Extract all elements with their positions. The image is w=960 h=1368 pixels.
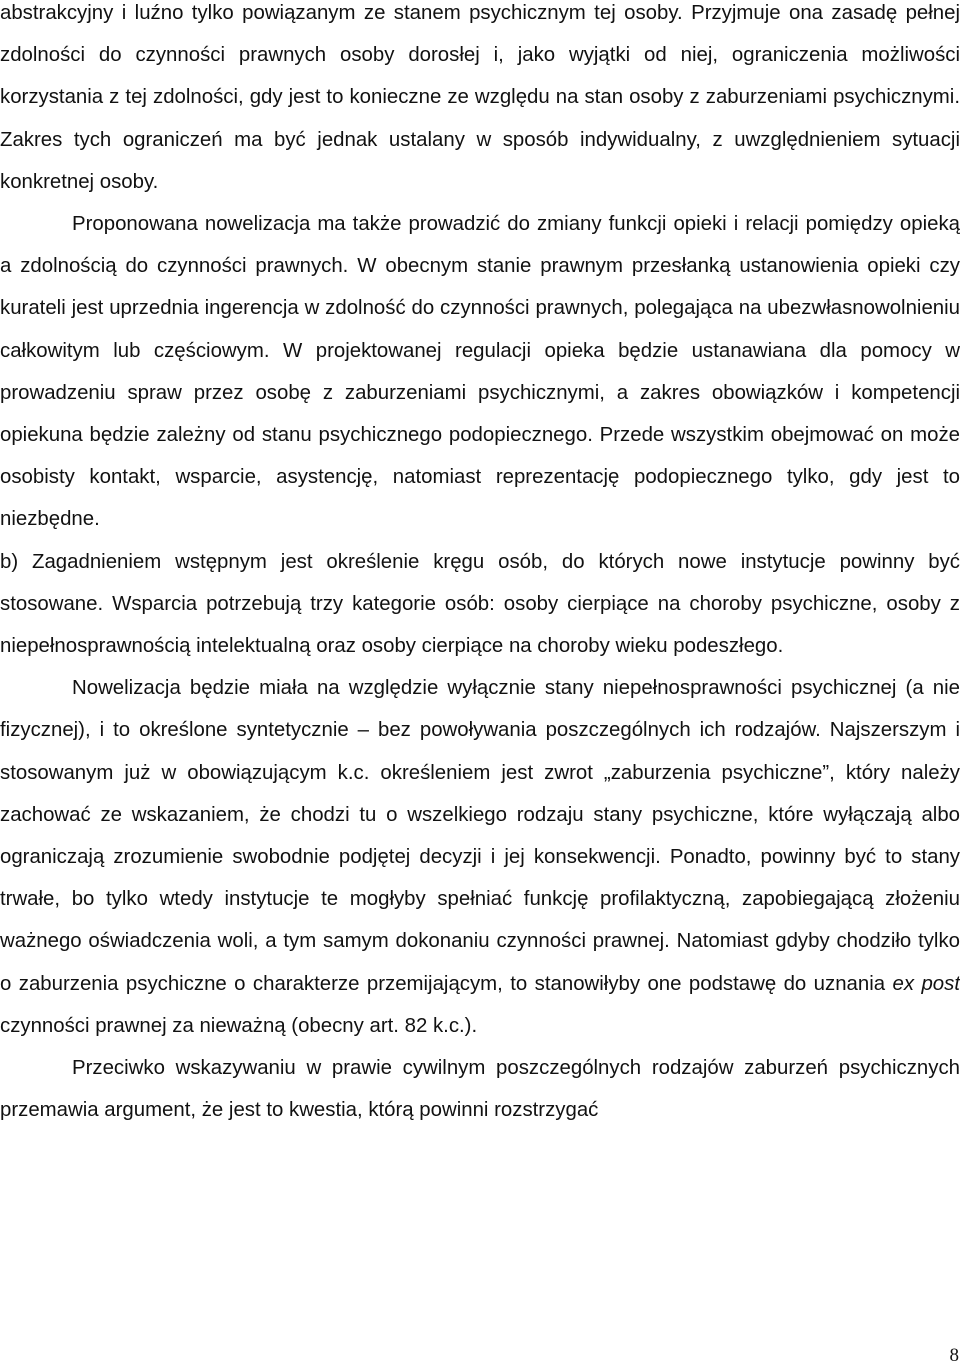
text-run: Przeciwko wskazywaniu w prawie cywilnym poszczególnych rodzajów zaburzeń psychicznych przemawia argument, że jest to kwestia, którą powinni rozstrzygać <box>0 1057 960 1122</box>
paragraph <box>0 667 960 1047</box>
paragraph <box>0 541 960 668</box>
text-run: b) Zagadnieniem wstępnym jest określenie kręgu osób, do których nowe instytucje powinny być stosowane. Wsparcia potrzebują trzy kategorie osób: osoby cierpiące na choroby psychiczne, osoby z niepełnosprawnością intelektualną oraz osoby cierpiące na choroby wieku podeszłego. <box>0 550 960 658</box>
text-run: Proponowana nowelizacja ma także prowadzić do zmiany funkcji opieki i relacji pomiędzy opieką a zdolnością do czynności prawnych. W obecnym stanie prawnym przesłanką ustanowienia opieki czy kurateli jest uprzednia ingerencja w zdolność do czynności prawnych, polegająca na ubezwłasnowolnieniu całkowitym lub częściowym. W projektowanej regulacji opieka będzie ustanawiana dla pomocy w prowadzeniu spraw przez osobę z zaburzeniami psychicznymi, a zakres obowiązków i kompetencji opiekuna będzie zależny od stanu psychicznego podopiecznego. Przede wszystkim obejmować on może osobisty kontakt, wsparcie, asystencję, natomiast reprezentację podopiecznego tylko, gdy jest to niezbędne. <box>0 213 960 531</box>
italic-text-run: ex post <box>892 972 960 995</box>
page-number: 8 <box>949 1345 959 1366</box>
text-run: czynności prawnej za nieważną (obecny art. 82 k.c.). <box>0 1014 478 1037</box>
text-run: Nowelizacja będzie miała na względzie wyłącznie stany niepełnosprawności psychicznej (a nie fizycznej), i to określone syntetycznie – bez powoływania poszczególnych ich rodzajów. Najszerszym i stosowanym już w obowiązującym k.c. określeniem jest zwrot „zaburzenia psychiczne”, który należy zachować ze wskazaniem, że chodzi tu o wszelkiego rodzaju stany psychiczne, które wyłączają albo ograniczają zrozumienie swobodnie podjętej decyzji i jej konsekwencji. Ponadto, powinny być to stany trwałe, bo tylko wtedy instytucje te mogłyby spełniać funkcję profilaktyczną, zapobiegającą złożeniu ważnego oświadczenia woli, a tym samym dokonaniu czynności prawnej. Natomiast gdyby chodziło tylko o zaburzenia psychiczne o charakterze przemijającym, to stanowiłyby one podstawę do uznania <box>0 677 960 995</box>
paragraph <box>0 1047 960 1131</box>
text-run: abstrakcyjny i luźno tylko powiązanym ze stanem psychicznym tej osoby. Przyjmuje ona zasadę pełnej zdolności do czynności prawnych osoby dorosłej i, jako wyjątki od niej, ograniczenia możliwości korzystania z tej zdolności, gdy jest to konieczne ze względu na stan osoby z zaburzeniami psychicznymi. Zakres tych ograniczeń ma być jednak ustalany w sposób indywidualny, z uwzględnieniem sytuacji konkretnej osoby. <box>0 2 960 193</box>
paragraph <box>0 203 960 541</box>
paragraph <box>0 0 960 203</box>
